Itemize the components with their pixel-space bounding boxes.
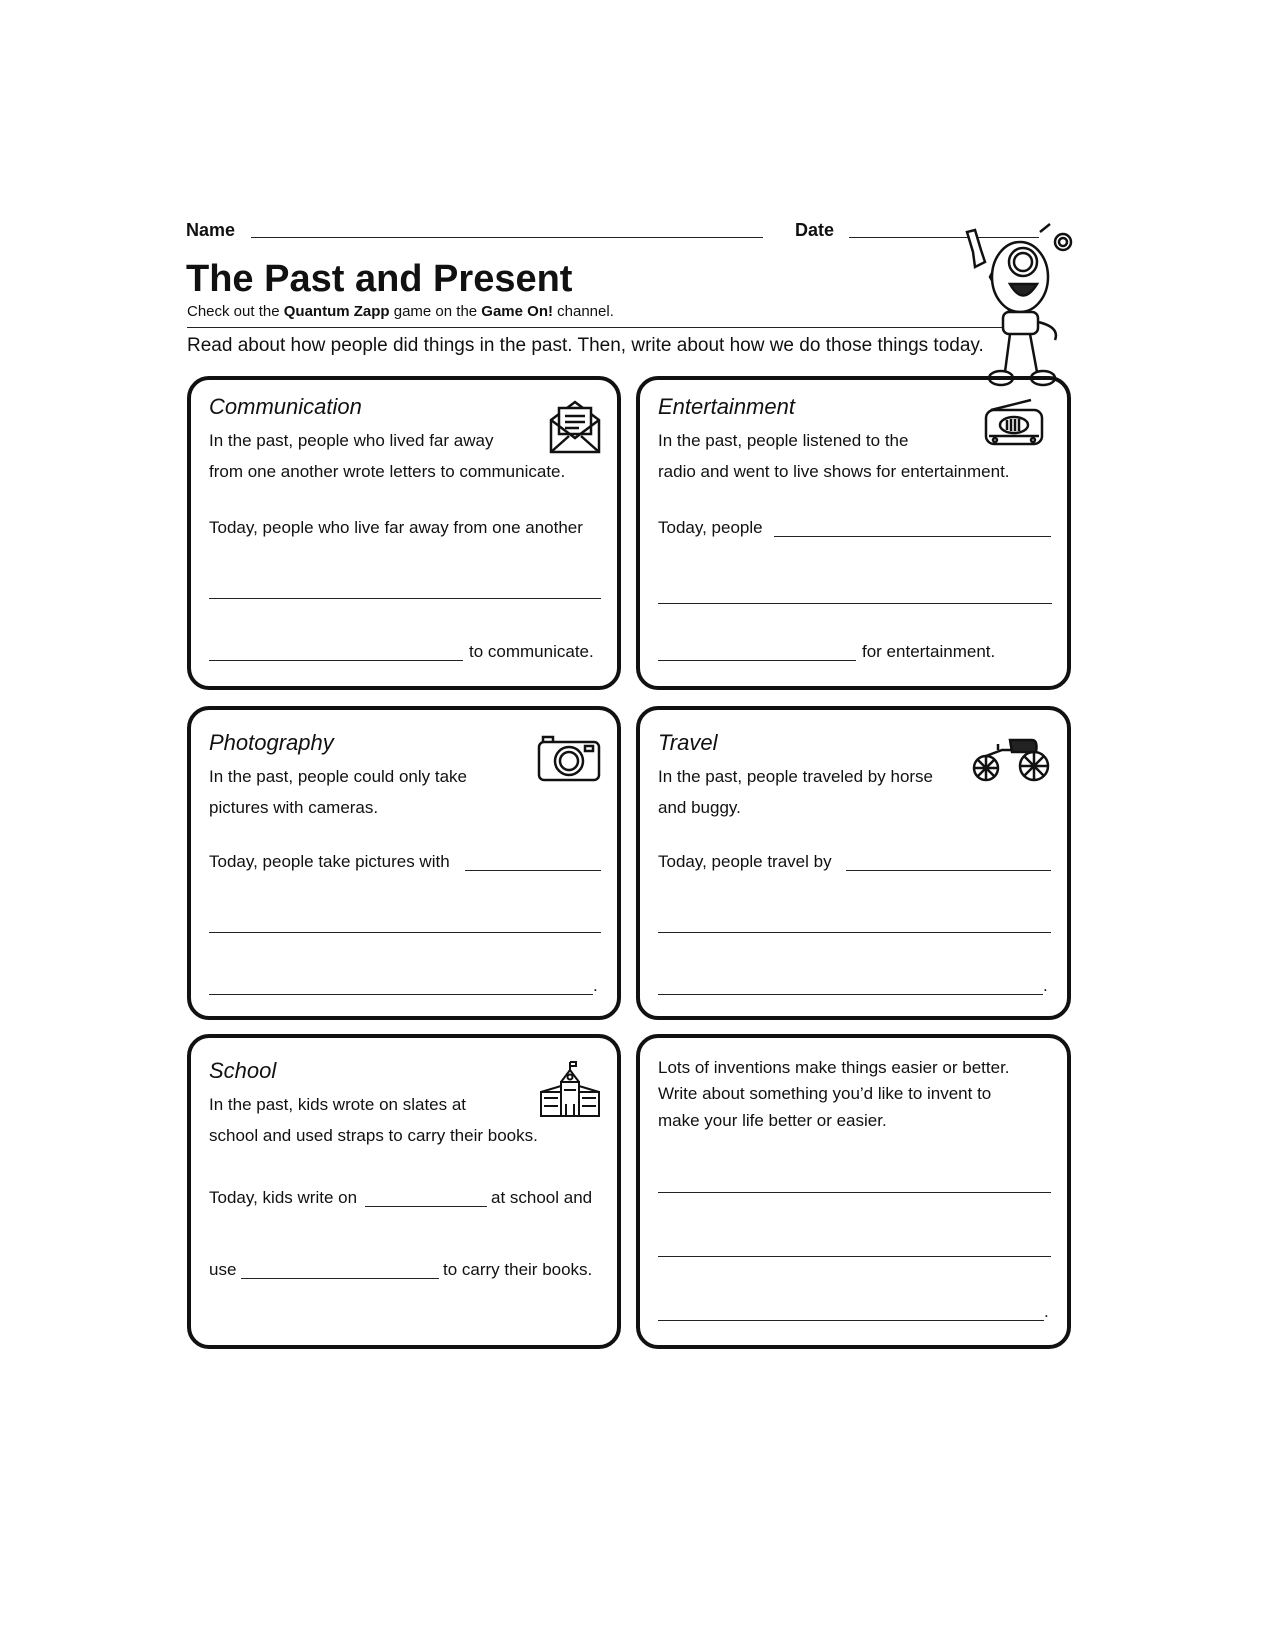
prompt-text: make your life better or easier. (658, 1111, 887, 1130)
today-prompt: Today, people who live far away from one another (209, 518, 583, 537)
answer-line[interactable] (658, 1256, 1051, 1257)
communication-card (187, 376, 621, 690)
travel-card (636, 706, 1071, 1020)
past-text: In the past, people could only take (209, 767, 468, 786)
card-title: School (209, 1058, 277, 1083)
ending-text: to carry their books. (443, 1260, 593, 1279)
card-title: Photography (209, 730, 334, 755)
answer-line[interactable] (209, 598, 601, 599)
invention-card (636, 1034, 1071, 1349)
past-text: school and used straps to carry their books. (209, 1126, 538, 1145)
name-field[interactable] (251, 237, 763, 238)
answer-line[interactable] (846, 870, 1051, 871)
subtitle-text: Check out the (187, 303, 284, 320)
entertainment-card (636, 376, 1071, 690)
subtitle-text: channel. (552, 303, 614, 320)
horse-buggy-icon (972, 736, 1050, 784)
past-text: In the past, kids wrote on slates at (209, 1095, 467, 1114)
camera-icon (537, 734, 601, 782)
subtitle-text: game on the (389, 303, 482, 320)
answer-line[interactable] (209, 932, 601, 933)
page-title: The Past and Present (186, 258, 573, 300)
today-prompt: Today, people travel by (658, 852, 832, 871)
today-prompt-cont: at school and (491, 1188, 593, 1207)
prompt-text: Write about something you’d like to invent to (658, 1084, 992, 1103)
ending-text: to communicate. (469, 642, 594, 661)
answer-line[interactable] (658, 994, 1043, 995)
answer-line[interactable] (465, 870, 601, 871)
answer-line[interactable] (658, 1320, 1044, 1321)
answer-line[interactable] (774, 536, 1051, 537)
ending-text: . (1044, 1302, 1049, 1321)
past-text: pictures with cameras. (209, 798, 379, 817)
answer-line[interactable] (658, 603, 1052, 604)
past-text: In the past, people traveled by horse (658, 767, 934, 786)
answer-line[interactable] (241, 1278, 439, 1279)
answer-line[interactable] (658, 660, 856, 661)
card-title: Travel (658, 730, 718, 755)
card-title: Communication (209, 394, 362, 419)
name-label: Name (186, 220, 236, 240)
ending-text: . (1043, 976, 1048, 995)
card-title: Entertainment (658, 394, 795, 419)
past-text: from one another wrote letters to communicate. (209, 462, 566, 481)
past-text: radio and went to live shows for entertainment. (658, 462, 1010, 481)
past-text: In the past, people listened to the (658, 431, 909, 450)
subtitle (187, 303, 614, 320)
answer-line[interactable] (658, 932, 1051, 933)
divider (187, 327, 1038, 328)
prompt-text: Lots of inventions make things easier or better. (658, 1058, 1010, 1077)
ending-text: . (593, 976, 598, 995)
answer-line[interactable] (209, 660, 463, 661)
date-label: Date (795, 220, 835, 240)
past-text: and buggy. (658, 798, 741, 817)
answer-line[interactable] (365, 1206, 487, 1207)
school-card (187, 1034, 621, 1349)
ending-text: for entertainment. (862, 642, 996, 661)
radio-icon (983, 398, 1045, 450)
game-name: Quantum Zapp (283, 303, 390, 320)
use-label: use (209, 1260, 237, 1279)
past-text: In the past, people who lived far away (209, 431, 494, 450)
today-prompt: Today, people (658, 518, 763, 537)
today-prompt: Today, people take pictures with (209, 852, 450, 871)
photography-card (187, 706, 621, 1020)
answer-line[interactable] (209, 994, 593, 995)
mascot-icon (955, 222, 1080, 392)
answer-line[interactable] (658, 1192, 1051, 1193)
instructions: Read about how people did things in the past. Then, write about how we do those things today. (187, 335, 984, 356)
envelope-letter-icon (549, 398, 601, 454)
schoolhouse-icon (539, 1060, 601, 1118)
channel-name: Game On! (481, 303, 553, 320)
today-prompt: Today, kids write on (209, 1188, 358, 1207)
